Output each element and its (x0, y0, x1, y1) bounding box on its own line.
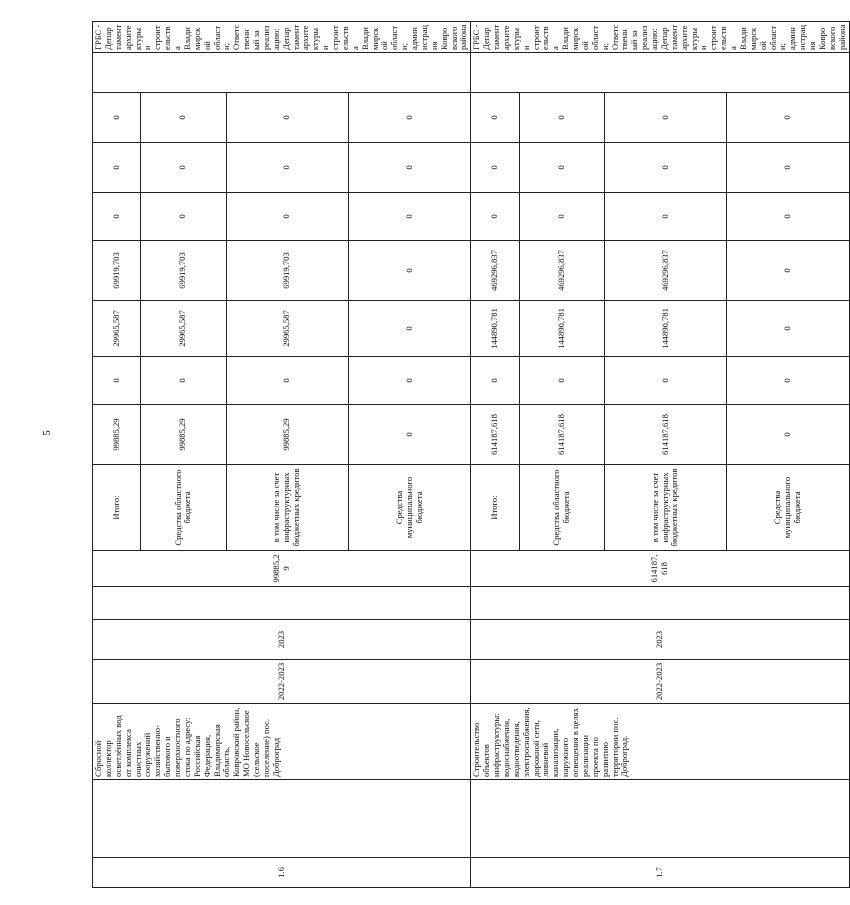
value-cell: 0 (141, 143, 226, 193)
funding-source-label: Средства областного бюджета (141, 465, 226, 551)
value-cell: 0 (471, 143, 519, 193)
responsible-party: ГРБС - Департамент архитектуры и строительства Владимирской области; Ответственный за реализацию: Департамент архитектуры и строительства Владимирской области; администрация Ковровского района (471, 22, 849, 53)
value-cell: 0 (226, 357, 348, 405)
total-value: 99885,29 (141, 405, 226, 465)
value-cell: 0 (519, 357, 604, 405)
value-cell: 0 (727, 93, 849, 143)
completion-year: 2023 (471, 620, 849, 660)
value-cell: 29965,587 (141, 301, 226, 357)
row-number: 1.7 (471, 858, 849, 888)
empty-cell (471, 780, 849, 858)
value-cell: 0 (141, 93, 226, 143)
program-activities-table (92, 21, 850, 888)
value-cell: 0 (93, 143, 141, 193)
value-cell: 469296,837 (604, 241, 726, 301)
table-row (93, 22, 141, 888)
scanned-table-area (92, 22, 847, 888)
value-cell: 0 (348, 241, 470, 301)
value-cell: 69919,703 (141, 241, 226, 301)
funding-source-label: в том числе за счет инфраструктурных бюджетных кредитов (226, 465, 348, 551)
activity-name: Сбросной коллектор осветлённых вод от комплекса очистных сооружений хозяйственно-бытового и поверхностного стока по адресу: Российская Федерация, Владимирская область, Ковровский район, МО Новосельское (сельское поселение) пос. Доброград (93, 704, 471, 780)
value-cell: 0 (226, 93, 348, 143)
total-value: 99885,29 (226, 405, 348, 465)
value-cell: 144890,781 (604, 301, 726, 357)
value-cell: 0 (604, 93, 726, 143)
value-cell: 0 (93, 357, 141, 405)
total-value: 0 (348, 405, 470, 465)
responsible-party: ГРБС - Департамент архитектуры и строительства Владимирской области; Ответственный за реализацию: Департамент архитектуры и строительства Владимирской области; администрация Ковровского района (93, 22, 471, 53)
value-cell: 69919,703 (93, 241, 141, 301)
funding-source-label: Средства муниципального бюджета (727, 465, 849, 551)
value-cell: 0 (519, 93, 604, 143)
empty-cell (93, 587, 471, 620)
value-cell: 0 (727, 357, 849, 405)
funding-source-label: Итого: (471, 465, 519, 551)
completion-year: 2023 (93, 620, 471, 660)
total-value: 99885,29 (93, 405, 141, 465)
funding-source-label: Средства муниципального бюджета (348, 465, 470, 551)
empty-cell (93, 53, 471, 93)
value-cell: 0 (348, 357, 470, 405)
empty-cell (93, 780, 471, 858)
activity-amount: 614187,618 (471, 551, 849, 587)
value-cell: 0 (348, 143, 470, 193)
value-cell: 0 (348, 301, 470, 357)
value-cell: 0 (519, 143, 604, 193)
value-cell: 0 (604, 193, 726, 241)
value-cell: 0 (226, 193, 348, 241)
total-value: 614187,618 (471, 405, 519, 465)
value-cell: 29965,587 (93, 301, 141, 357)
value-cell: 0 (727, 241, 849, 301)
row-number: 1.6 (93, 858, 471, 888)
value-cell: 0 (348, 93, 470, 143)
implementation-period: 2022-2023 (93, 660, 471, 704)
rotated-table-wrapper (92, 22, 847, 888)
value-cell: 0 (141, 193, 226, 241)
value-cell: 0 (604, 143, 726, 193)
activity-name: Строительство объектов инфраструктуры: водоснабжения, водоотведения, электроснабжения, дорожной сети, ливневой канализации, наружного освещения в целях реализации проекта по развитию территории пос. Доброград. (471, 704, 849, 780)
total-value: 0 (727, 405, 849, 465)
value-cell: 469296,837 (519, 241, 604, 301)
value-cell: 0 (141, 357, 226, 405)
activity-amount: 99885,29 (93, 551, 471, 587)
page-number: 5 (40, 430, 53, 436)
value-cell: 0 (727, 193, 849, 241)
value-cell: 0 (226, 143, 348, 193)
value-cell: 144890,781 (519, 301, 604, 357)
value-cell: 0 (727, 301, 849, 357)
value-cell: 0 (727, 143, 849, 193)
value-cell: 0 (471, 357, 519, 405)
funding-source-label: Итого: (93, 465, 141, 551)
value-cell: 469296,837 (471, 241, 519, 301)
value-cell: 144890,781 (471, 301, 519, 357)
empty-cell (471, 587, 849, 620)
value-cell: 0 (519, 193, 604, 241)
table-row (471, 22, 519, 888)
value-cell: 0 (604, 357, 726, 405)
value-cell: 0 (93, 93, 141, 143)
total-value: 614187,618 (604, 405, 726, 465)
total-value: 614187,618 (519, 405, 604, 465)
value-cell: 29965,587 (226, 301, 348, 357)
empty-cell (471, 53, 849, 93)
funding-source-label: в том числе за счет инфраструктурных бюджетных кредитов (604, 465, 726, 551)
value-cell: 0 (471, 93, 519, 143)
funding-source-label: Средства областного бюджета (519, 465, 604, 551)
value-cell: 0 (471, 193, 519, 241)
value-cell: 0 (348, 193, 470, 241)
value-cell: 69919,703 (226, 241, 348, 301)
value-cell: 0 (93, 193, 141, 241)
implementation-period: 2022-2023 (471, 660, 849, 704)
